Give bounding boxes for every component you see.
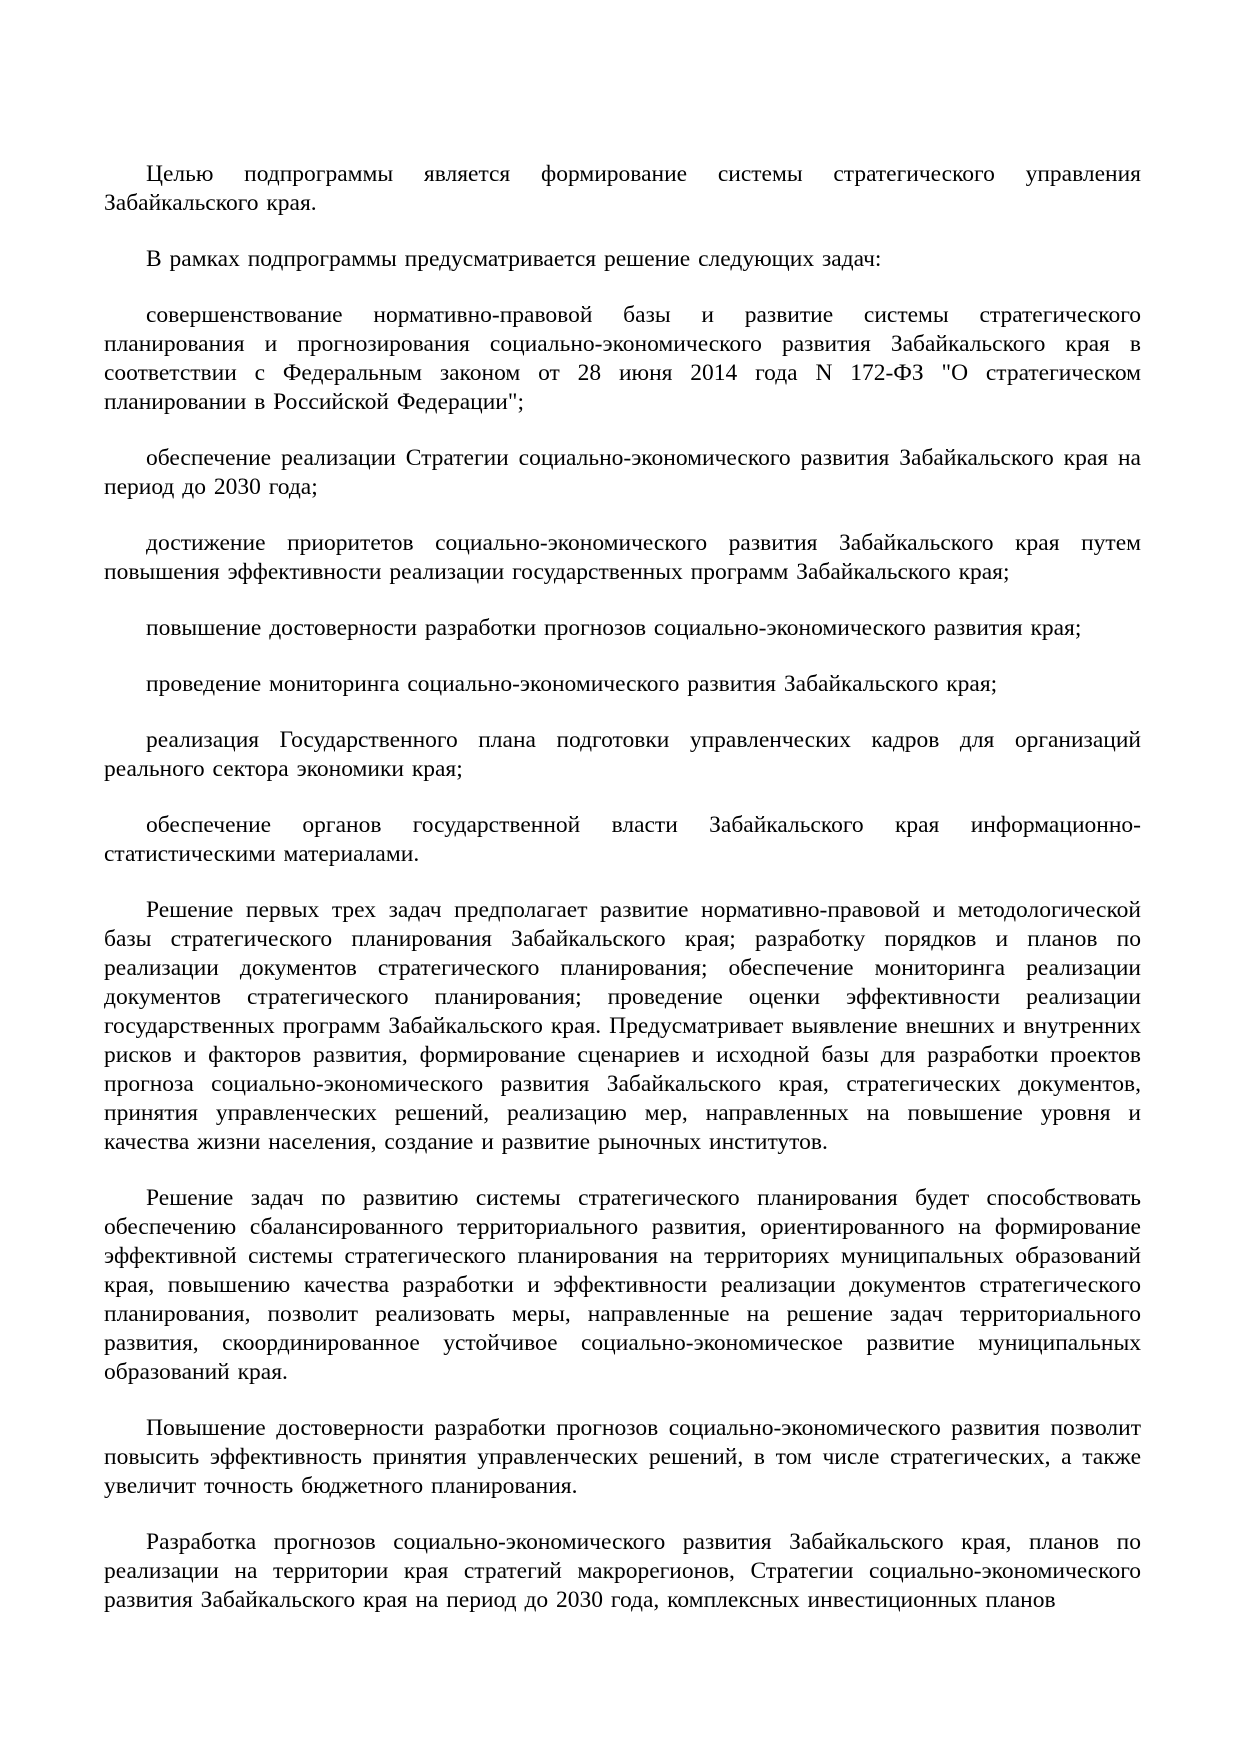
document-text-block	[104, 160, 1141, 1615]
paragraph-forecast-reliability: Повышение достоверности разработки прогнозов социально-экономического развития позволит повысить эффективность принятия управленческих решений, в том числе стратегических, а также увеличит точность бюджетного планирования.	[104, 1415, 1141, 1499]
paragraph-task-3: достижение приоритетов социально-экономического развития Забайкальского края путем повышения эффективности реализации государственных программ Забайкальского края;	[104, 530, 1141, 585]
paragraph-tasks-intro: В рамках подпрограммы предусматривается решение следующих задач:	[146, 246, 882, 272]
paragraph-task-1: совершенствование нормативно-правовой базы и развитие системы стратегического планирования и прогнозирования социально-экономического развития Забайкальского края в соответствии с Федеральным законом от 28 июня 2014 года N 172-ФЗ "О стратегическом планировании в Российской Федерации";	[104, 302, 1141, 415]
paragraph-task-7: обеспечение органов государственной власти Забайкальского края информационно-статистическими материалами.	[104, 812, 1141, 867]
paragraph-task-2: обеспечение реализации Стратегии социально-экономического развития Забайкальского края на период до 2030 года;	[104, 445, 1141, 500]
paragraph-task-6: реализация Государственного плана подготовки управленческих кадров для организаций реального сектора экономики края;	[104, 727, 1141, 782]
paragraph-strategic-planning-effect: Решение задач по развитию системы стратегического планирования будет способствовать обеспечению сбалансированного территориального развития, ориентированного на формирование эффективной системы стратегического планирования на территориях муниципальных образований края, повышению качества разработки и эффективности реализации документов стратегического планирования, позволит реализовать меры, направленные на решение задач территориального развития, скоординированное устойчивое социально-экономическое развитие муниципальных образований края.	[104, 1185, 1141, 1385]
paragraph-forecast-development: Разработка прогнозов социально-экономического развития Забайкальского края, планов по реализации на территории края стратегий макрорегионов, Стратегии социально-экономического развития Забайкальского края на период до 2030 года, комплексных инвестиционных планов	[104, 1529, 1141, 1613]
paragraph-goal: Целью подпрограммы является формирование системы стратегического управления Забайкальского края.	[104, 161, 1141, 216]
paragraph-task-5: проведение мониторинга социально-экономического развития Забайкальского края;	[146, 671, 998, 697]
paragraph-task-4: повышение достоверности разработки прогнозов социально-экономического развития края;	[146, 615, 1082, 641]
paragraph-solution-first-three: Решение первых трех задач предполагает развитие нормативно-правовой и методологической базы стратегического планирования Забайкальского края; разработку порядков и планов по реализации документов стратегического планирования; обеспечение мониторинга реализации документов стратегического планирования; проведение оценки эффективности реализации государственных программ Забайкальского края. Предусматривает выявление внешних и внутренних рисков и факторов развития, формирование сценариев и исходной базы для разработки проектов прогноза социально-экономического развития Забайкальского края, стратегических документов, принятия управленческих решений, реализацию мер, направленных на повышение уровня и качества жизни населения, создание и развитие рыночных институтов.	[104, 897, 1141, 1155]
